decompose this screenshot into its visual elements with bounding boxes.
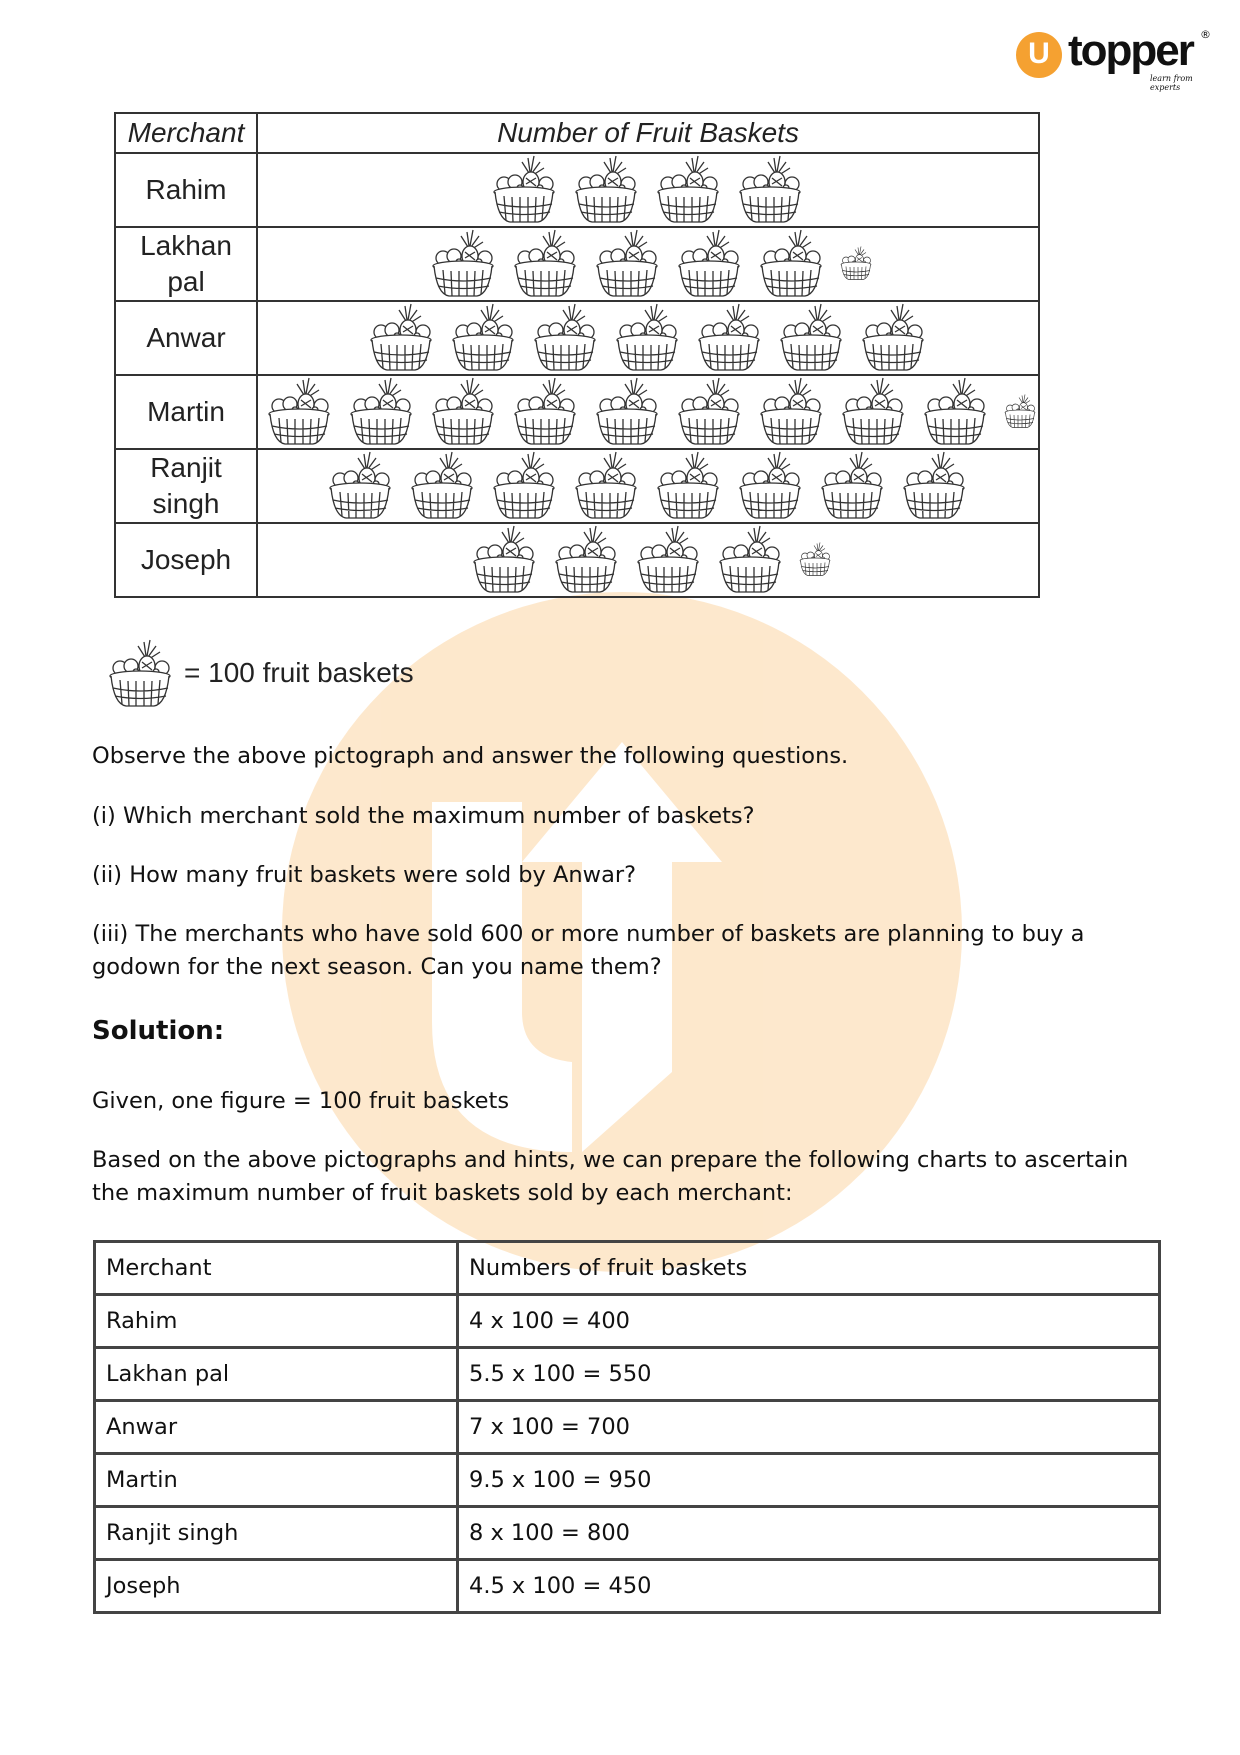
fruit-basket-icon bbox=[587, 228, 669, 300]
basket-icons bbox=[257, 449, 1039, 523]
fruit-basket-icon bbox=[423, 376, 505, 448]
basket-icons bbox=[257, 153, 1039, 227]
baskets-cell: 8 x 100 = 800 bbox=[458, 1507, 1160, 1560]
fruit-basket-icon bbox=[771, 302, 853, 374]
merchant-name: Martin bbox=[115, 375, 257, 449]
registered-mark: ® bbox=[1200, 28, 1211, 41]
logo-tagline: learn from experts bbox=[1150, 74, 1193, 92]
merchant-cell: Anwar bbox=[95, 1401, 458, 1454]
fruit-basket-icon bbox=[259, 376, 341, 448]
merchant-cell: Martin bbox=[95, 1454, 458, 1507]
question-3: (iii) The merchants who have sold 600 or more number of baskets are planning to buy a godown for the next season. Can you name them? bbox=[92, 921, 1085, 980]
basket-icons bbox=[257, 227, 1039, 301]
fruit-basket-icon bbox=[546, 524, 628, 596]
fruit-basket-icon bbox=[505, 228, 587, 300]
based-text: Based on the above pictographs and hints, we can prepare the following charts to ascertain the maximum number of fruit baskets sold by each merchant: bbox=[92, 1147, 1129, 1206]
fruit-basket-icon bbox=[361, 302, 443, 374]
table-row bbox=[95, 1401, 1160, 1454]
fruit-basket-icon bbox=[730, 154, 812, 226]
pictograph-legend bbox=[106, 638, 414, 708]
baskets-cell: 5.5 x 100 = 550 bbox=[458, 1348, 1160, 1401]
fruit-basket-icon bbox=[751, 228, 833, 300]
pictograph-table bbox=[114, 112, 1040, 598]
fruit-basket-icon bbox=[320, 450, 402, 522]
merchant-cell: Rahim bbox=[95, 1295, 458, 1348]
table-header-row bbox=[95, 1242, 1160, 1295]
header-merchant: Merchant bbox=[95, 1242, 458, 1295]
pictograph-row bbox=[115, 301, 1039, 375]
fruit-basket-icon bbox=[566, 154, 648, 226]
fruit-basket-icon bbox=[341, 376, 423, 448]
baskets-cell: 4 x 100 = 400 bbox=[458, 1295, 1160, 1348]
baskets-cell: 9.5 x 100 = 950 bbox=[458, 1454, 1160, 1507]
merchant-name: Ranjit singh bbox=[115, 449, 257, 523]
fruit-basket-icon bbox=[751, 376, 833, 448]
fruit-basket-icon bbox=[812, 450, 894, 522]
fruit-basket-icon bbox=[669, 228, 751, 300]
fruit-basket-icon bbox=[648, 154, 730, 226]
fruit-basket-icon bbox=[915, 376, 997, 448]
logo-mark: U bbox=[1016, 32, 1062, 78]
half-fruit-basket-icon bbox=[833, 228, 874, 300]
fruit-basket-icon bbox=[833, 376, 915, 448]
fruit-basket-icon bbox=[607, 302, 689, 374]
given-text: Given, one figure = 100 fruit baskets bbox=[92, 1088, 510, 1114]
fruit-basket-icon bbox=[106, 638, 176, 708]
fruit-basket-icon bbox=[669, 376, 751, 448]
fruit-basket-icon bbox=[484, 154, 566, 226]
question-2: (ii) How many fruit baskets were sold by Anwar? bbox=[92, 862, 637, 888]
header-baskets: Number of Fruit Baskets bbox=[257, 113, 1039, 153]
fruit-basket-icon bbox=[689, 302, 771, 374]
fruit-basket-icon bbox=[566, 450, 648, 522]
baskets-cell: 4.5 x 100 = 450 bbox=[458, 1560, 1160, 1613]
fruit-basket-icon bbox=[628, 524, 710, 596]
solution-heading: Solution: bbox=[92, 1016, 225, 1046]
pictograph-row bbox=[115, 153, 1039, 227]
basket-icons bbox=[257, 523, 1039, 597]
solution-table bbox=[93, 1240, 1161, 1614]
merchant-cell: Lakhan pal bbox=[95, 1348, 458, 1401]
merchant-cell: Joseph bbox=[95, 1560, 458, 1613]
table-row bbox=[95, 1507, 1160, 1560]
fruit-basket-icon bbox=[402, 450, 484, 522]
pictograph-row bbox=[115, 523, 1039, 597]
fruit-basket-icon bbox=[464, 524, 546, 596]
fruit-basket-icon bbox=[525, 302, 607, 374]
intro-text: Observe the above pictograph and answer the following questions. bbox=[92, 743, 849, 769]
table-row bbox=[95, 1454, 1160, 1507]
fruit-basket-icon bbox=[484, 450, 566, 522]
question-1: (i) Which merchant sold the maximum number of baskets? bbox=[92, 803, 755, 829]
pictograph-row bbox=[115, 227, 1039, 301]
topper-logo bbox=[1016, 26, 1216, 92]
fruit-basket-icon bbox=[853, 302, 935, 374]
legend-text: = 100 fruit baskets bbox=[184, 657, 414, 688]
header-merchant: Merchant bbox=[115, 113, 257, 153]
merchant-name: Rahim bbox=[115, 153, 257, 227]
table-row bbox=[95, 1295, 1160, 1348]
fruit-basket-icon bbox=[648, 450, 730, 522]
fruit-basket-icon bbox=[894, 450, 976, 522]
fruit-basket-icon bbox=[443, 302, 525, 374]
fruit-basket-icon bbox=[730, 450, 812, 522]
pictograph-row bbox=[115, 449, 1039, 523]
baskets-cell: 7 x 100 = 700 bbox=[458, 1401, 1160, 1454]
merchant-name: Lakhan pal bbox=[115, 227, 257, 301]
logo-wordmark: topper bbox=[1068, 26, 1193, 75]
fruit-basket-icon bbox=[587, 376, 669, 448]
basket-icons bbox=[257, 375, 1039, 449]
half-fruit-basket-icon bbox=[792, 524, 833, 596]
fruit-basket-icon bbox=[423, 228, 505, 300]
table-row bbox=[95, 1560, 1160, 1613]
merchant-cell: Ranjit singh bbox=[95, 1507, 458, 1560]
fruit-basket-icon bbox=[710, 524, 792, 596]
merchant-name: Joseph bbox=[115, 523, 257, 597]
fruit-basket-icon bbox=[505, 376, 587, 448]
basket-icons bbox=[257, 301, 1039, 375]
header-numbers: Numbers of fruit baskets bbox=[458, 1242, 1160, 1295]
table-row bbox=[95, 1348, 1160, 1401]
half-fruit-basket-icon bbox=[997, 376, 1038, 448]
pictograph-row bbox=[115, 375, 1039, 449]
merchant-name: Anwar bbox=[115, 301, 257, 375]
